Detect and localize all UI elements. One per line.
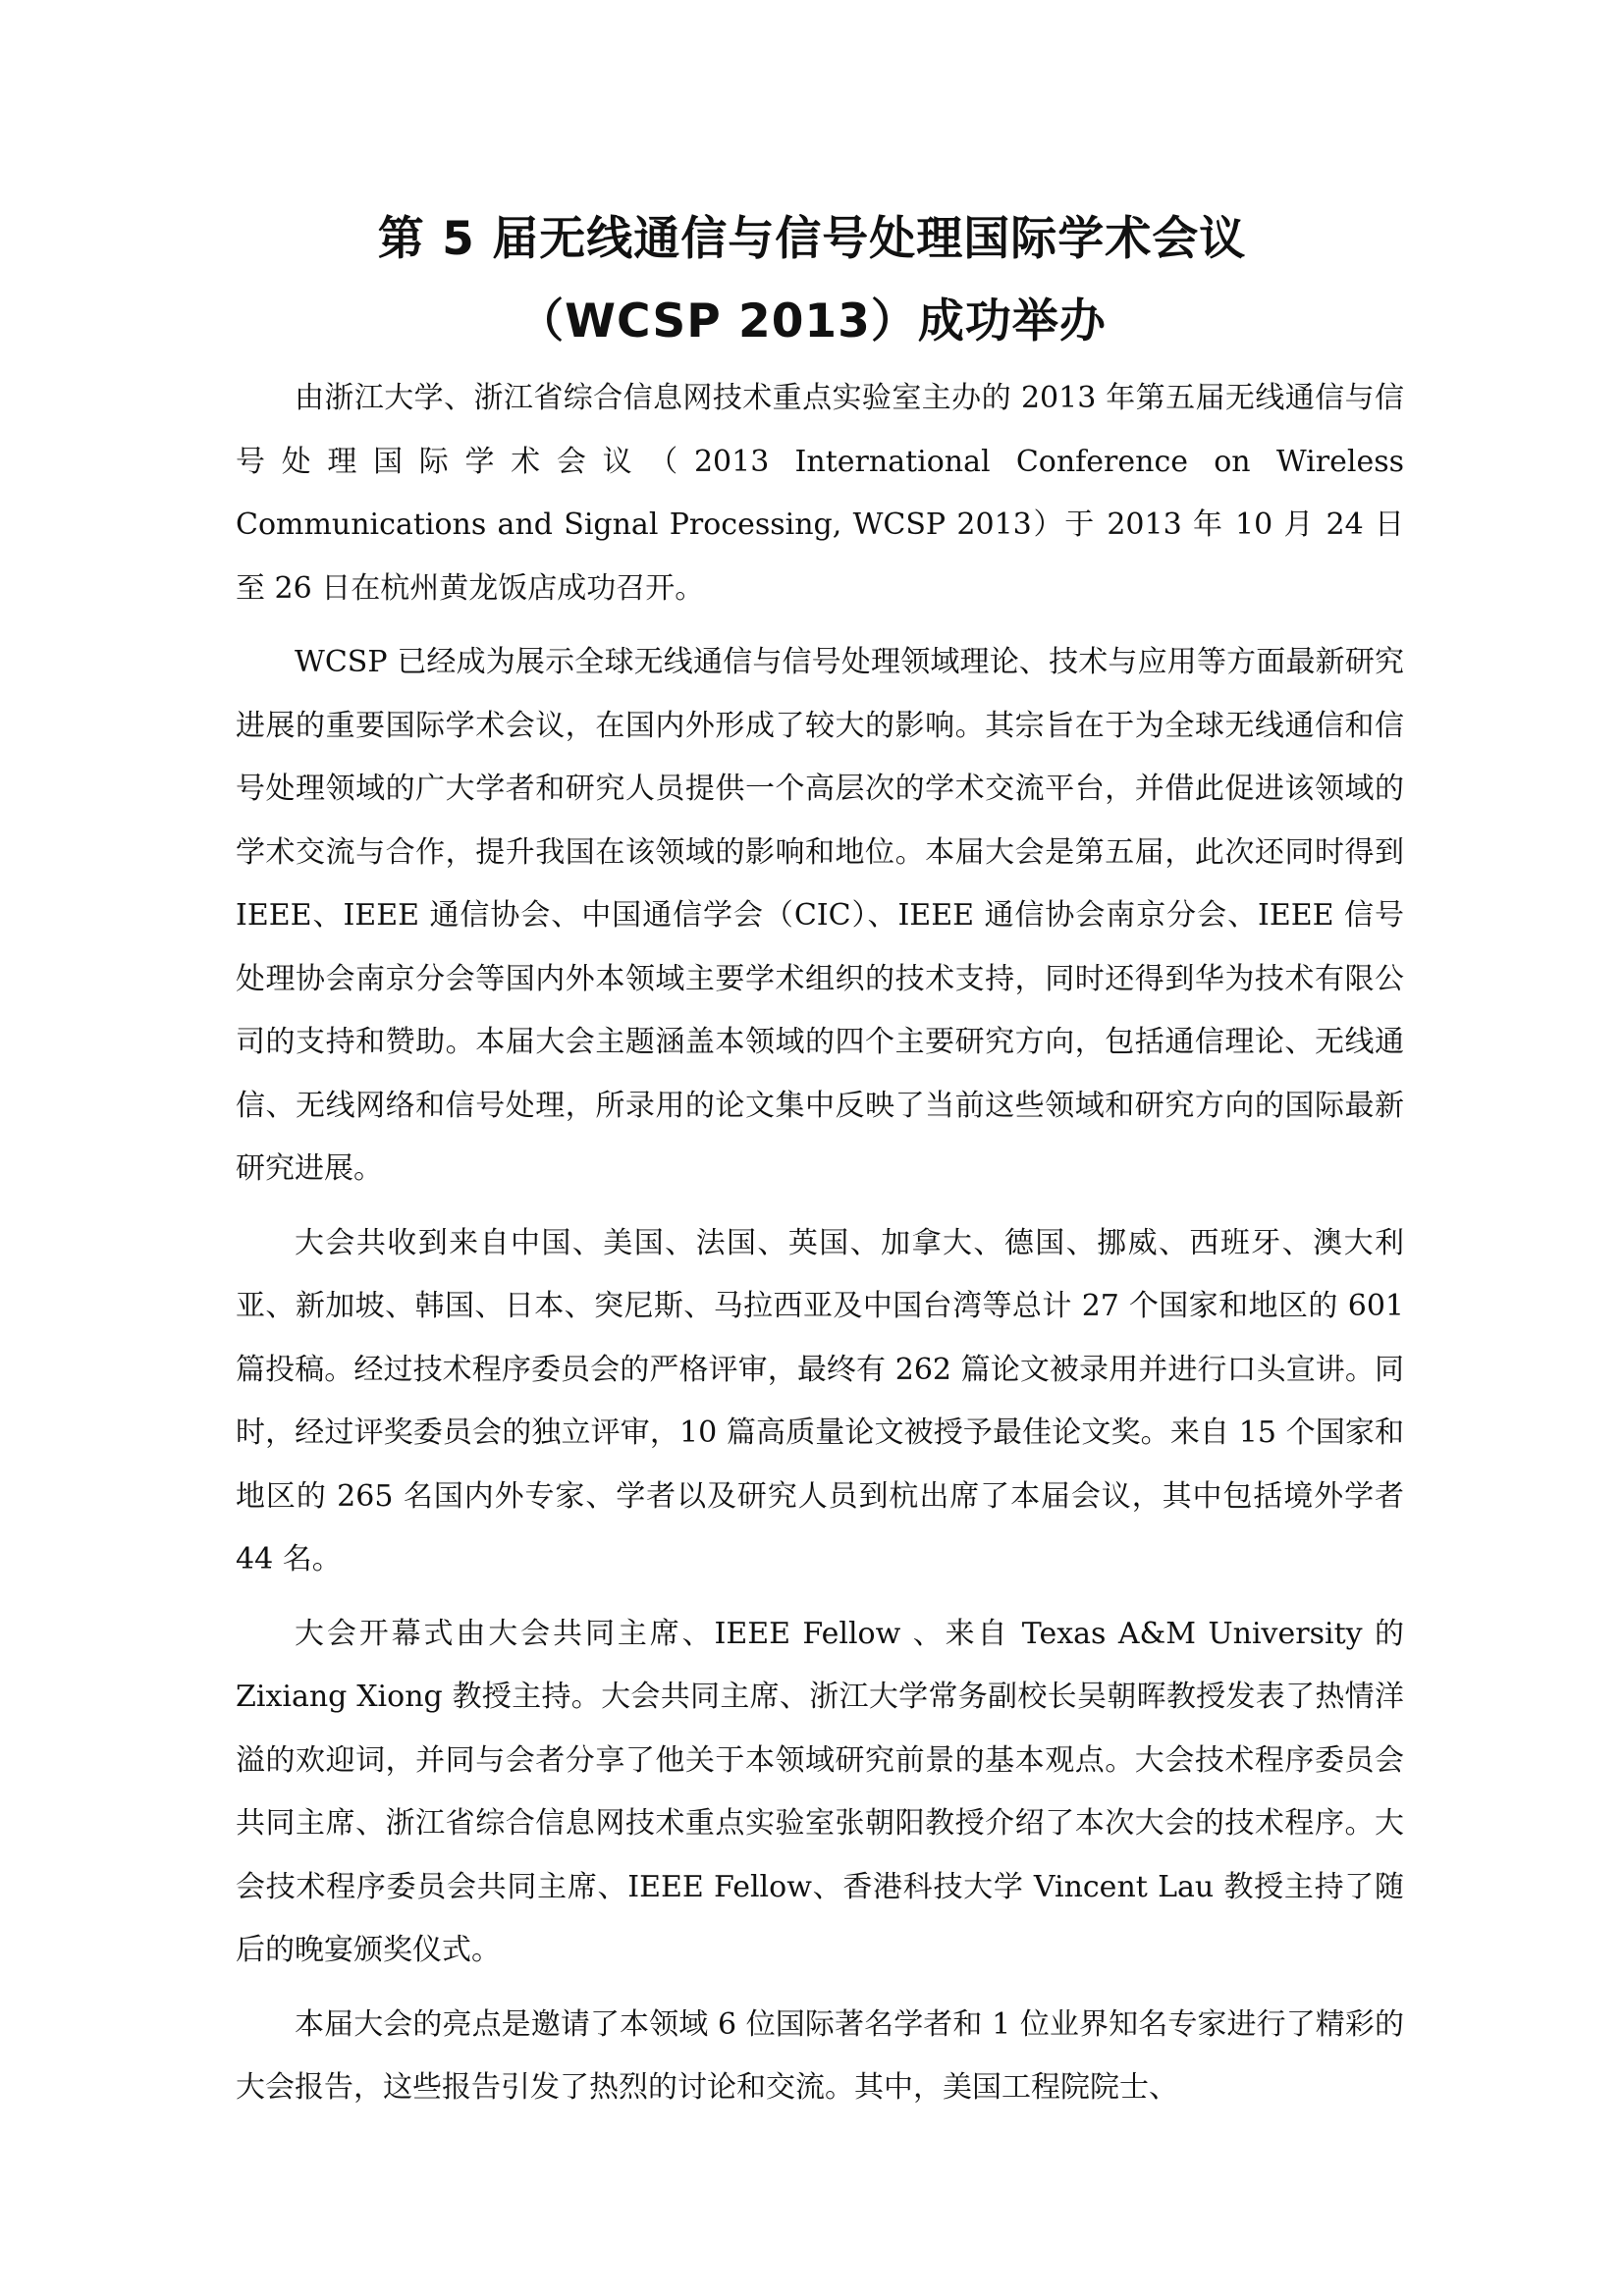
paragraph-about-wcsp: WCSP 已经成为展示全球无线通信与信号处理领域理论、技术与应用等方面最新研究进展的重要国际学术会议，在国内外形成了较大的影响。其宗旨在于为全球无线通信和信号处理领域的广大学者和研究人员提供一个高层次的学术交流平台，并借此促进该领域的学术交流与合作，提升我国在该领域的影响和地位。本届大会是第五届，此次还同时得到 IEEE、IEEE 通信协会、中国通信学会（CIC）、IEEE 通信协会南京分会、IEEE 信号处理协会南京分会等国内外本领域主要学术组织的技术支持，同时还得到华为技术有限公司的支持和赞助。本届大会主题涵盖本领域的四个主要研究方向，包括通信理论、无线通信、无线网络和信号处理，所录用的论文集中反映了当前这些领域和研究方向的国际最新研究进展。 (236, 645, 1404, 1186)
paragraph-highlights: 本届大会的亮点是邀请了本领域 6 位国际著名学者和 1 位业界知名专家进行了精彩的大会报告，这些报告引发了热烈的讨论和交流。其中，美国工程院院士、 (236, 2006, 1404, 2105)
paragraph-opening: 大会开幕式由大会共同主席、IEEE Fellow 、来自 Texas A&M University 的 Zixiang Xiong 教授主持。大会共同主席、浙江大学常务副校长吴朝晖教授发表了热情洋溢的欢迎词，并同与会者分享了他关于本领域研究前景的基本观点。大会技术程序委员会共同主席、浙江省综合信息网技术重点实验室张朝阳教授介绍了本次大会的技术程序。大会技术程序委员会共同主席、IEEE Fellow、香港科技大学 Vincent Lau 教授主持了随后的晚宴颁奖仪式。 (236, 1616, 1404, 1967)
document-body (236, 367, 1404, 2120)
paragraph-intro: 由浙江大学、浙江省综合信息网技术重点实验室主办的 2013 年第五届无线通信与信号处理国际学术会议（2013 International Conference on Wireless Communications and Signal Processing, WCSP 2013）于 2013 年 10 月 24 日至 26 日在杭州黄龙饭店成功召开。 (236, 381, 1404, 606)
title-block (236, 198, 1388, 363)
paragraph-submissions: 大会共收到来自中国、美国、法国、英国、加拿大、德国、挪威、西班牙、澳大利亚、新加坡、韩国、日本、突尼斯、马拉西亚及中国台湾等总计 27 个国家和地区的 601 篇投稿。经过技术程序委员会的严格评审，最终有 262 篇论文被录用并进行口头宣讲。同时，经过评奖委员会的独立评审，10 篇高质量论文被授予最佳论文奖。来自 15 个国家和地区的 265 名国内外专家、学者以及研究人员到杭出席了本届会议，其中包括境外学者 44 名。 (236, 1225, 1404, 1576)
document-title-line-1: 第 5 届无线通信与信号处理国际学术会议 (377, 212, 1247, 266)
document-title-line-2: （WCSP 2013）成功举办 (517, 294, 1107, 348)
